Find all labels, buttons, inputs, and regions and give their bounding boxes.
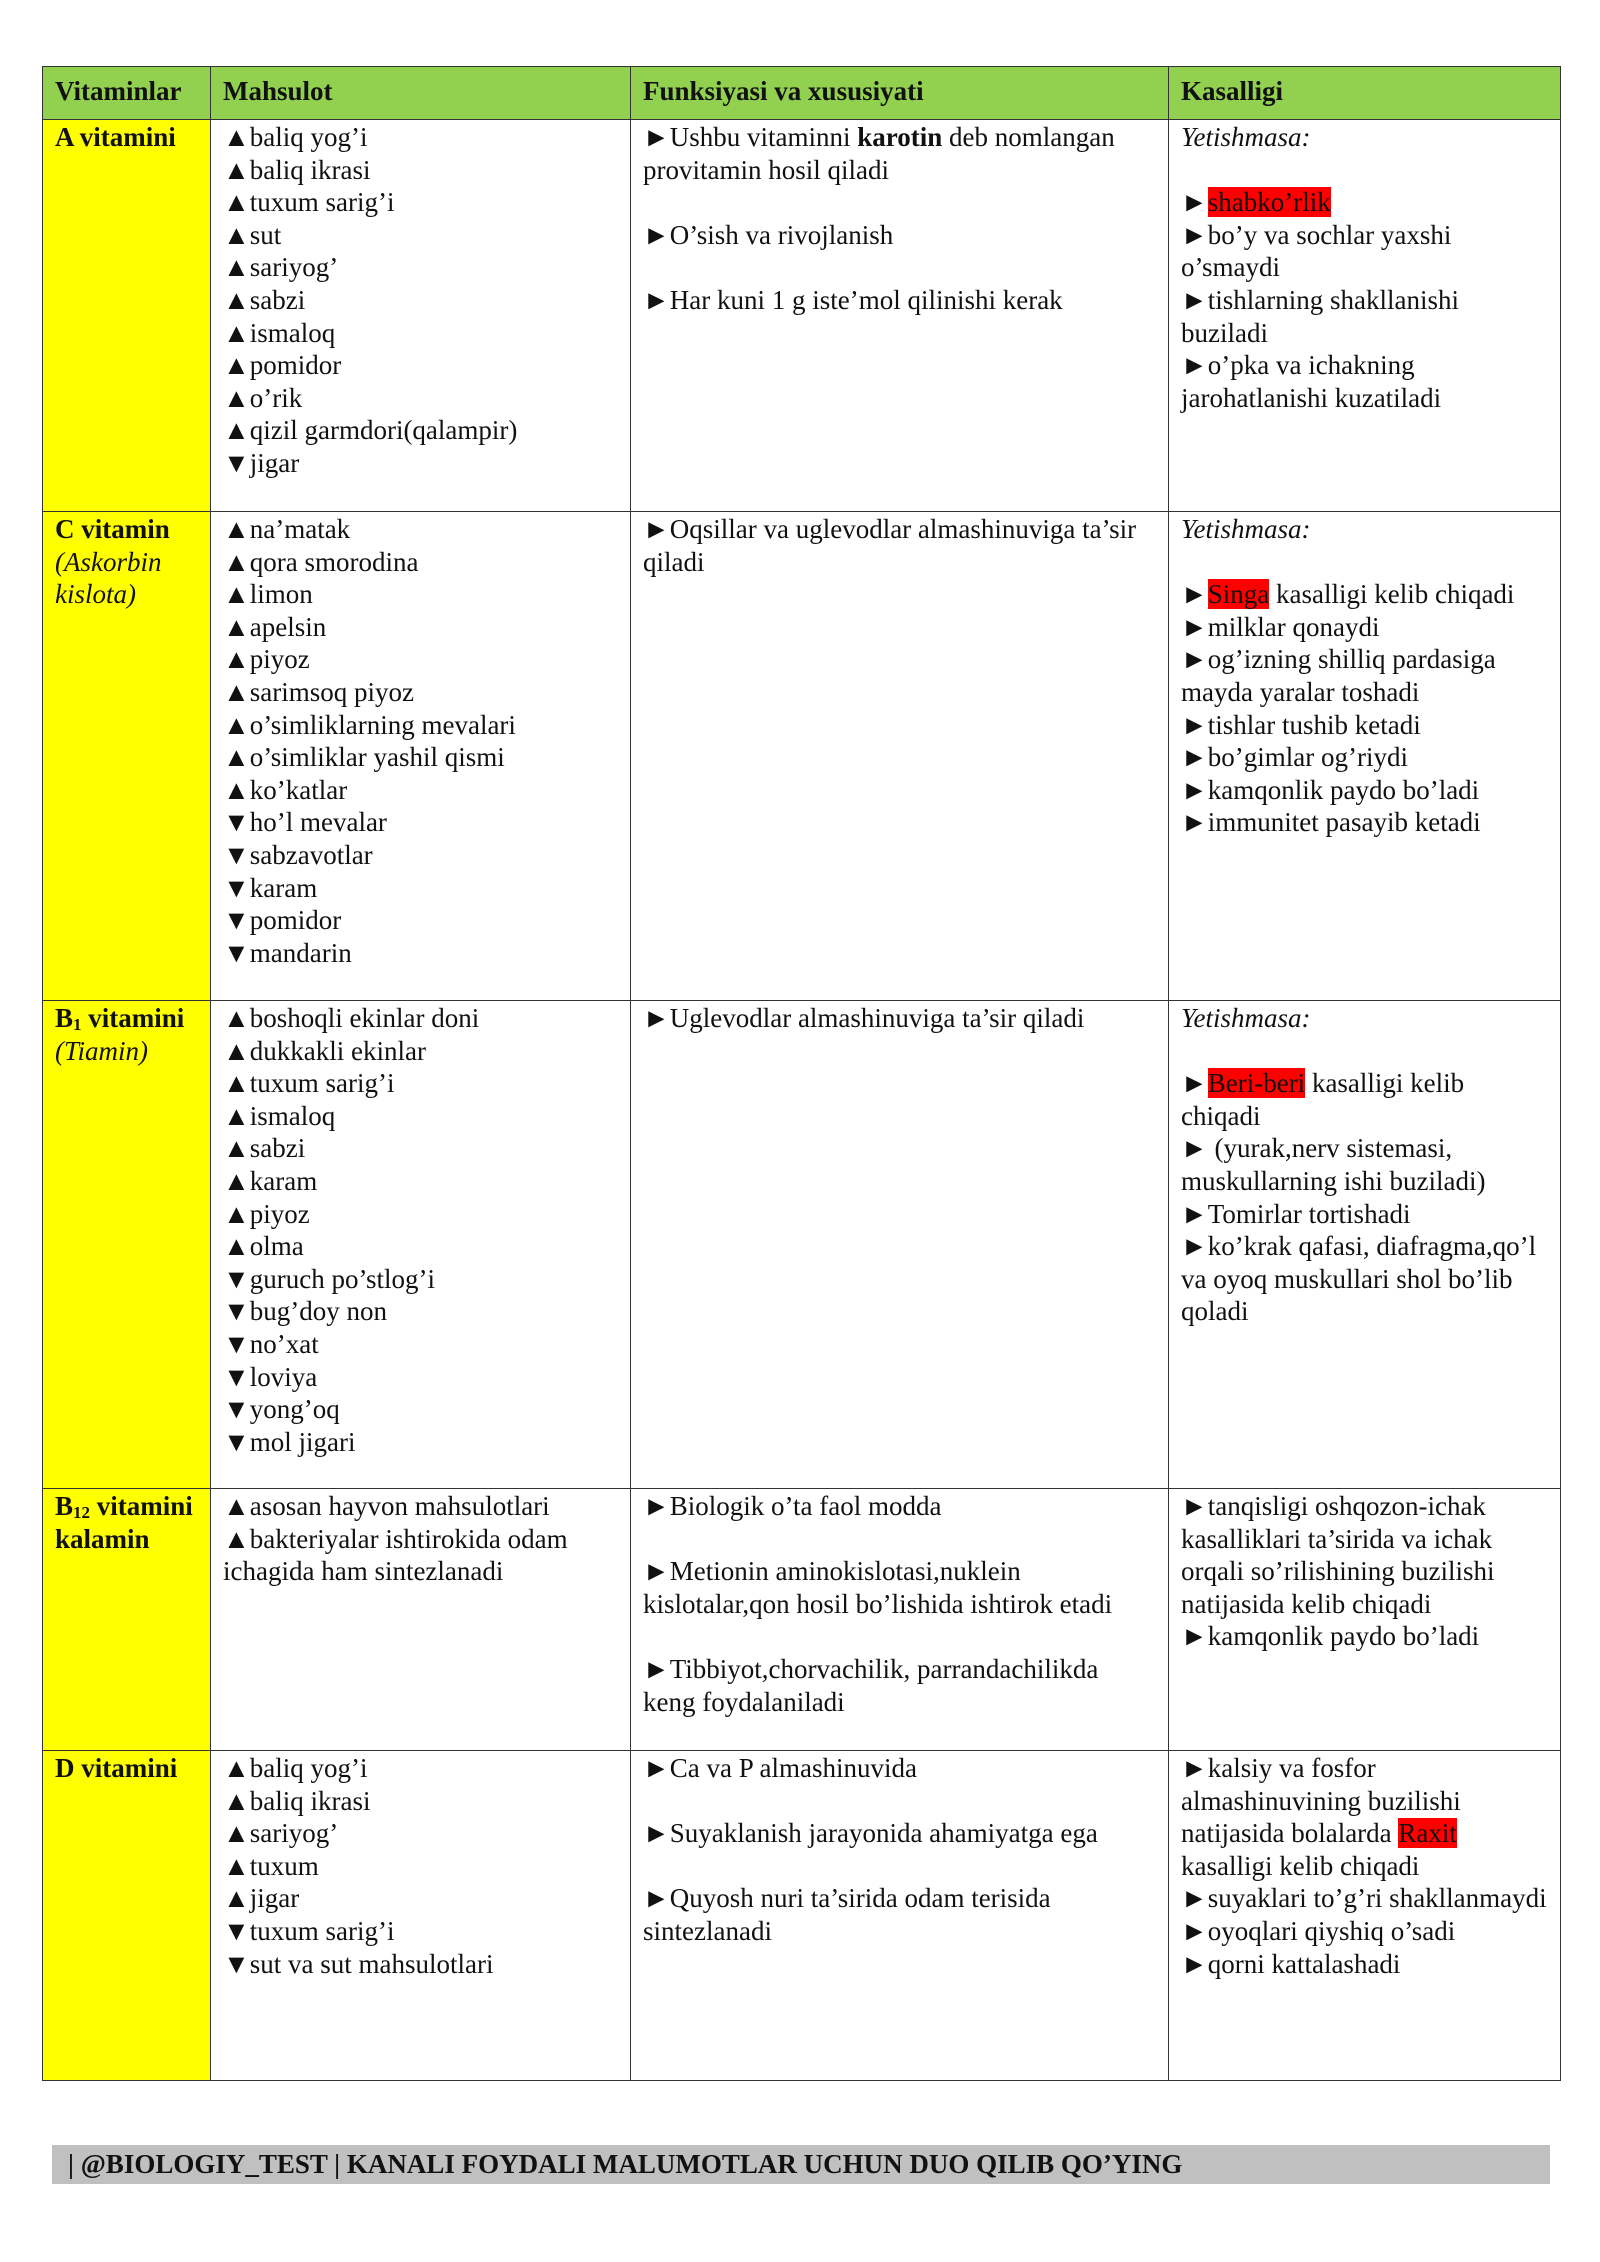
vitamin-alt-name: (Tiamin) — [55, 1035, 149, 1066]
table-row — [43, 1001, 1561, 1489]
up-triangle-icon: ▲ — [223, 514, 250, 544]
list-item: ▲jigar — [223, 1883, 300, 1914]
function-item: ►Metionin aminokislotasi,nuklein kislotalar,qon hosil bo’lishida ishtirok etadi — [643, 1556, 1113, 1619]
up-triangle-icon: ▲ — [223, 611, 250, 642]
list-item: ▲olma — [223, 1231, 304, 1262]
list-item: ▲sariyog’ — [223, 1818, 339, 1849]
list-item: ▲piyoz — [223, 1198, 310, 1229]
up-triangle-icon: ▲ — [223, 1100, 250, 1131]
list-item: ▼no’xat — [223, 1328, 319, 1359]
up-triangle-icon: ▲ — [223, 415, 250, 446]
list-item: ▼tuxum sarig’i — [223, 1915, 395, 1946]
disease-item: ►immunitet pasayib ketadi — [1181, 807, 1481, 838]
down-triangle-icon: ▼ — [223, 937, 250, 968]
vitamin-cell — [43, 1489, 211, 1751]
down-triangle-icon: ▼ — [223, 447, 250, 478]
vitamin-cell — [43, 1751, 211, 2081]
disease-highlight: Raxit — [1398, 1818, 1457, 1849]
list-item: ▲baliq ikrasi — [223, 154, 371, 185]
disease-item: ►suyaklari to’g’ri shakllanmaydi — [1181, 1883, 1547, 1914]
list-item: ▲apelsin — [223, 611, 327, 642]
list-item: ▲baliq ikrasi — [223, 1785, 371, 1816]
up-triangle-icon: ▲ — [223, 742, 250, 773]
header-funksiyasi: Funksiyasi va xususiyati — [631, 67, 1169, 120]
up-triangle-icon: ▲ — [223, 1035, 250, 1066]
deficiency-label: Yetishmasa: — [1181, 122, 1311, 152]
function-item: ►Oqsillar va uglevodlar almashinuviga ta’sir qiladi — [643, 514, 1137, 577]
list-item: ▲limon — [223, 579, 313, 610]
list-item: ▲sarimsoq piyoz — [223, 676, 414, 707]
right-pointer-icon: ► — [1181, 284, 1208, 315]
list-item: ▲na’matak — [223, 514, 351, 544]
up-triangle-icon: ▲ — [223, 1753, 250, 1783]
right-pointer-icon: ► — [1181, 1883, 1208, 1914]
right-pointer-icon: ► — [1181, 611, 1208, 642]
table-row — [43, 512, 1561, 1001]
function-item: ►Suyaklanish jarayonida ahamiyatga ega — [643, 1818, 1098, 1849]
up-triangle-icon: ▲ — [223, 546, 250, 577]
up-triangle-icon: ▲ — [223, 579, 250, 610]
function-item: ►Biologik o’ta faol modda — [643, 1491, 942, 1521]
disease-item: ►milklar qonaydi — [1181, 611, 1380, 642]
right-pointer-icon: ► — [1181, 1231, 1208, 1262]
list-item: ▼loviya — [223, 1361, 318, 1392]
function-cell — [631, 512, 1169, 1001]
up-triangle-icon: ▲ — [223, 1883, 250, 1914]
right-pointer-icon: ► — [1181, 1753, 1208, 1783]
disease-highlight: shabko’rlik — [1207, 187, 1331, 218]
up-triangle-icon: ▲ — [223, 774, 250, 805]
function-item: ►Quyosh nuri ta’sirida odam terisida sintezlanadi — [643, 1883, 1051, 1946]
list-item: ▼sabzavotlar — [223, 839, 373, 870]
vitamin-name: D vitamini — [55, 1753, 178, 1783]
up-triangle-icon: ▲ — [223, 1068, 250, 1099]
products-cell — [211, 1489, 631, 1751]
up-triangle-icon: ▲ — [223, 187, 250, 218]
right-pointer-icon: ► — [643, 122, 670, 152]
up-triangle-icon: ▲ — [223, 1003, 250, 1033]
function-item: ►Tibbiyot,chorvachilik, parrandachilikda keng foydalaniladi — [643, 1653, 1099, 1717]
deficiency-label: Yetishmasa: — [1181, 1003, 1311, 1033]
disease-cell — [1169, 1001, 1561, 1489]
function-cell — [631, 1751, 1169, 2081]
disease-item: ►kamqonlik paydo bo’ladi — [1181, 1621, 1480, 1652]
header-row — [43, 67, 1561, 120]
list-item: ▼sut va sut mahsulotlari — [223, 1948, 494, 1979]
right-pointer-icon: ► — [1181, 644, 1208, 675]
function-item: ►Har kuni 1 g iste’mol qilinishi kerak — [643, 284, 1063, 315]
disease-item: ►tishlar tushib ketadi — [1181, 709, 1421, 740]
list-item: ▲boshoqli ekinlar doni — [223, 1003, 480, 1033]
list-item: ▼pomidor — [223, 905, 342, 936]
right-pointer-icon: ► — [1181, 187, 1208, 218]
up-triangle-icon: ▲ — [223, 122, 250, 152]
vitamin-cell — [43, 512, 211, 1001]
function-cell — [631, 1489, 1169, 1751]
list-item: ▲dukkakli ekinlar — [223, 1035, 426, 1066]
list-item: ▲tuxum — [223, 1850, 319, 1881]
vitamin-cell — [43, 120, 211, 512]
down-triangle-icon: ▼ — [223, 1263, 250, 1294]
down-triangle-icon: ▼ — [223, 1394, 250, 1425]
list-item: ▲sut — [223, 219, 282, 250]
up-triangle-icon: ▲ — [223, 644, 250, 675]
products-cell — [211, 120, 631, 512]
table-row — [43, 120, 1561, 512]
list-item: ▲karam — [223, 1165, 318, 1196]
function-item: ►Uglevodlar almashinuviga ta’sir qiladi — [643, 1003, 1085, 1033]
up-triangle-icon: ▲ — [223, 154, 250, 185]
right-pointer-icon: ► — [1181, 1621, 1208, 1652]
disease-item: ► (yurak,nerv sistemasi, muskullarning ishi buziladi) — [1181, 1133, 1486, 1196]
down-triangle-icon: ▼ — [223, 1426, 250, 1457]
up-triangle-icon: ▲ — [223, 709, 250, 740]
table-row — [43, 1489, 1561, 1751]
vitamin-cell — [43, 1001, 211, 1489]
right-pointer-icon: ► — [1181, 219, 1208, 250]
function-item: ►Ca va P almashinuvida — [643, 1753, 917, 1783]
down-triangle-icon: ▼ — [223, 1328, 250, 1359]
disease-item: ►bo’gimlar og’riydi — [1181, 742, 1408, 773]
vitamin-name: C vitamin — [55, 514, 170, 544]
list-item: ▼ho’l mevalar — [223, 807, 387, 838]
right-pointer-icon: ► — [1181, 1133, 1208, 1164]
down-triangle-icon: ▼ — [223, 905, 250, 936]
header-mahsulot: Mahsulot — [211, 67, 631, 120]
right-pointer-icon: ► — [643, 219, 670, 250]
list-item: ▼karam — [223, 872, 318, 903]
down-triangle-icon: ▼ — [223, 1948, 250, 1979]
header-kasalligi: Kasalligi — [1169, 67, 1561, 120]
right-pointer-icon: ► — [643, 1818, 670, 1849]
list-item: ▲tuxum sarig’i — [223, 187, 395, 218]
vitamin-name: A vitamini — [55, 122, 176, 152]
list-item: ▲ko’katlar — [223, 774, 348, 805]
right-pointer-icon: ► — [643, 1003, 670, 1033]
page — [42, 66, 1560, 2081]
down-triangle-icon: ▼ — [223, 1296, 250, 1327]
right-pointer-icon: ► — [643, 1883, 670, 1914]
function-item: ►Ushbu vitaminni karotin deb nomlangan provitamin hosil qiladi — [643, 122, 1115, 185]
list-item: ▲qora smorodina — [223, 546, 419, 577]
list-item: ▲bakteriyalar ishtirokida odam ichagida ham sintezlanadi — [223, 1523, 568, 1587]
header-vitaminlar: Vitaminlar — [43, 67, 211, 120]
table-row — [43, 1751, 1561, 2081]
right-pointer-icon: ► — [1181, 709, 1208, 740]
list-item: ▲asosan hayvon mahsulotlari — [223, 1491, 550, 1521]
list-item: ▲sabzi — [223, 284, 306, 315]
disease-item: ►tanqisligi oshqozon-ichak kasalliklari ta’sirida va ichak orqali so’rilishining buzilishi natijasida kelib chiqadi — [1181, 1491, 1495, 1619]
vitamin-name: $B_{12}$ vitamini kalamin — [55, 1491, 193, 1554]
up-triangle-icon: ▲ — [223, 252, 250, 283]
down-triangle-icon: ▼ — [223, 807, 250, 838]
list-item: ▲o’simliklarning mevalari — [223, 709, 516, 740]
list-item: ▲sariyog’ — [223, 252, 339, 283]
right-pointer-icon: ► — [1181, 579, 1208, 610]
vitamin-table — [42, 66, 1561, 2081]
function-item: ►O’sish va rivojlanish — [643, 219, 894, 250]
list-item: ▲baliq yog’i — [223, 122, 368, 152]
disease-item: ►o’pka va ichakning jarohatlanishi kuzatiladi — [1181, 350, 1442, 413]
disease-item: ►kalsiy va fosfor almashinuvining buzilishi natijasida bolalarda Raxit kasalligi kelib chiqadi — [1181, 1753, 1461, 1881]
down-triangle-icon: ▼ — [223, 872, 250, 903]
disease-item: ►oyoqlari qiyshiq o’sadi — [1181, 1915, 1456, 1946]
up-triangle-icon: ▲ — [223, 1523, 250, 1554]
right-pointer-icon: ► — [1181, 1915, 1208, 1946]
up-triangle-icon: ▲ — [223, 317, 250, 348]
disease-item: ►qorni kattalashadi — [1181, 1948, 1401, 1979]
list-item: ▼bug’doy non — [223, 1296, 387, 1327]
list-item: ▲baliq yog’i — [223, 1753, 368, 1783]
footer-banner: | @BIOLOGIY_TEST | KANALI FOYDALI MALUMOTLAR UCHUN DUO QILIB QO’YING — [52, 2145, 1550, 2184]
list-item: ▲o’rik — [223, 382, 303, 413]
up-triangle-icon: ▲ — [223, 1165, 250, 1196]
down-triangle-icon: ▼ — [223, 1361, 250, 1392]
up-triangle-icon: ▲ — [223, 1818, 250, 1849]
list-item: ▲ismaloq — [223, 1100, 336, 1131]
right-pointer-icon: ► — [1181, 1068, 1208, 1099]
list-item: ▲ismaloq — [223, 317, 336, 348]
disease-cell — [1169, 1751, 1561, 2081]
up-triangle-icon: ▲ — [223, 1850, 250, 1881]
right-pointer-icon: ► — [643, 1491, 670, 1521]
right-pointer-icon: ► — [1181, 742, 1208, 773]
up-triangle-icon: ▲ — [223, 1231, 250, 1262]
right-pointer-icon: ► — [1181, 807, 1208, 838]
list-item: ▲piyoz — [223, 644, 310, 675]
disease-item: ►og’izning shilliq pardasiga mayda yaralar toshadi — [1181, 644, 1496, 707]
list-item: ▼guruch po’stlog’i — [223, 1263, 435, 1294]
list-item: ▼jigar — [223, 447, 300, 478]
up-triangle-icon: ▲ — [223, 350, 250, 381]
disease-cell — [1169, 120, 1561, 512]
disease-highlight: Beri-beri — [1207, 1068, 1306, 1099]
up-triangle-icon: ▲ — [223, 219, 250, 250]
function-cell — [631, 1001, 1169, 1489]
disease-item: ►kamqonlik paydo bo’ladi — [1181, 774, 1480, 805]
up-triangle-icon: ▲ — [223, 1133, 250, 1164]
right-pointer-icon: ► — [643, 284, 670, 315]
function-cell — [631, 120, 1169, 512]
list-item: ▲pomidor — [223, 350, 342, 381]
deficiency-label: Yetishmasa: — [1181, 514, 1311, 544]
disease-highlight: Singa — [1207, 579, 1270, 610]
right-pointer-icon: ► — [643, 514, 670, 544]
products-cell — [211, 1751, 631, 2081]
disease-cell — [1169, 1489, 1561, 1751]
up-triangle-icon: ▲ — [223, 1198, 250, 1229]
right-pointer-icon: ► — [1181, 350, 1208, 381]
right-pointer-icon: ► — [1181, 1948, 1208, 1979]
list-item: ▼mandarin — [223, 937, 352, 968]
list-item: ▲o’simliklar yashil qismi — [223, 742, 505, 773]
disease-cell — [1169, 512, 1561, 1001]
up-triangle-icon: ▲ — [223, 1785, 250, 1816]
right-pointer-icon: ► — [643, 1653, 670, 1684]
products-cell — [211, 1001, 631, 1489]
right-pointer-icon: ► — [1181, 1198, 1208, 1229]
disease-item: ►bo’y va sochlar yaxshi o’smaydi — [1181, 219, 1452, 283]
list-item: ▼mol jigari — [223, 1426, 356, 1457]
list-item: ▲sabzi — [223, 1133, 306, 1164]
products-cell — [211, 512, 631, 1001]
right-pointer-icon: ► — [643, 1556, 670, 1587]
disease-item: ►Singa kasalligi kelib chiqadi — [1181, 579, 1515, 610]
right-pointer-icon: ► — [1181, 774, 1208, 805]
vitamin-name: $B_1$ vitamini — [55, 1003, 185, 1034]
disease-item: ►tishlarning shakllanishi buziladi — [1181, 284, 1459, 348]
up-triangle-icon: ▲ — [223, 382, 250, 413]
disease-item: ►Tomirlar tortishadi — [1181, 1198, 1411, 1229]
down-triangle-icon: ▼ — [223, 839, 250, 870]
list-item: ▼yong’oq — [223, 1394, 340, 1425]
disease-item: ►Beri-beri kasalligi kelib chiqadi — [1181, 1068, 1465, 1131]
disease-item — [1181, 186, 1548, 219]
right-pointer-icon: ► — [643, 1753, 670, 1783]
list-item: ▲tuxum sarig’i — [223, 1068, 395, 1099]
disease-item: ►ko’krak qafasi, diafragma,qo’l va oyoq muskullari shol bo’lib qoladi — [1181, 1231, 1537, 1327]
vitamin-alt-name: (Askorbin kislota) — [55, 546, 162, 610]
up-triangle-icon: ▲ — [223, 1491, 250, 1521]
list-item: ▲qizil garmdori(qalampir) — [223, 415, 518, 446]
down-triangle-icon: ▼ — [223, 1915, 250, 1946]
up-triangle-icon: ▲ — [223, 676, 250, 707]
up-triangle-icon: ▲ — [223, 284, 250, 315]
right-pointer-icon: ► — [1181, 1491, 1208, 1521]
